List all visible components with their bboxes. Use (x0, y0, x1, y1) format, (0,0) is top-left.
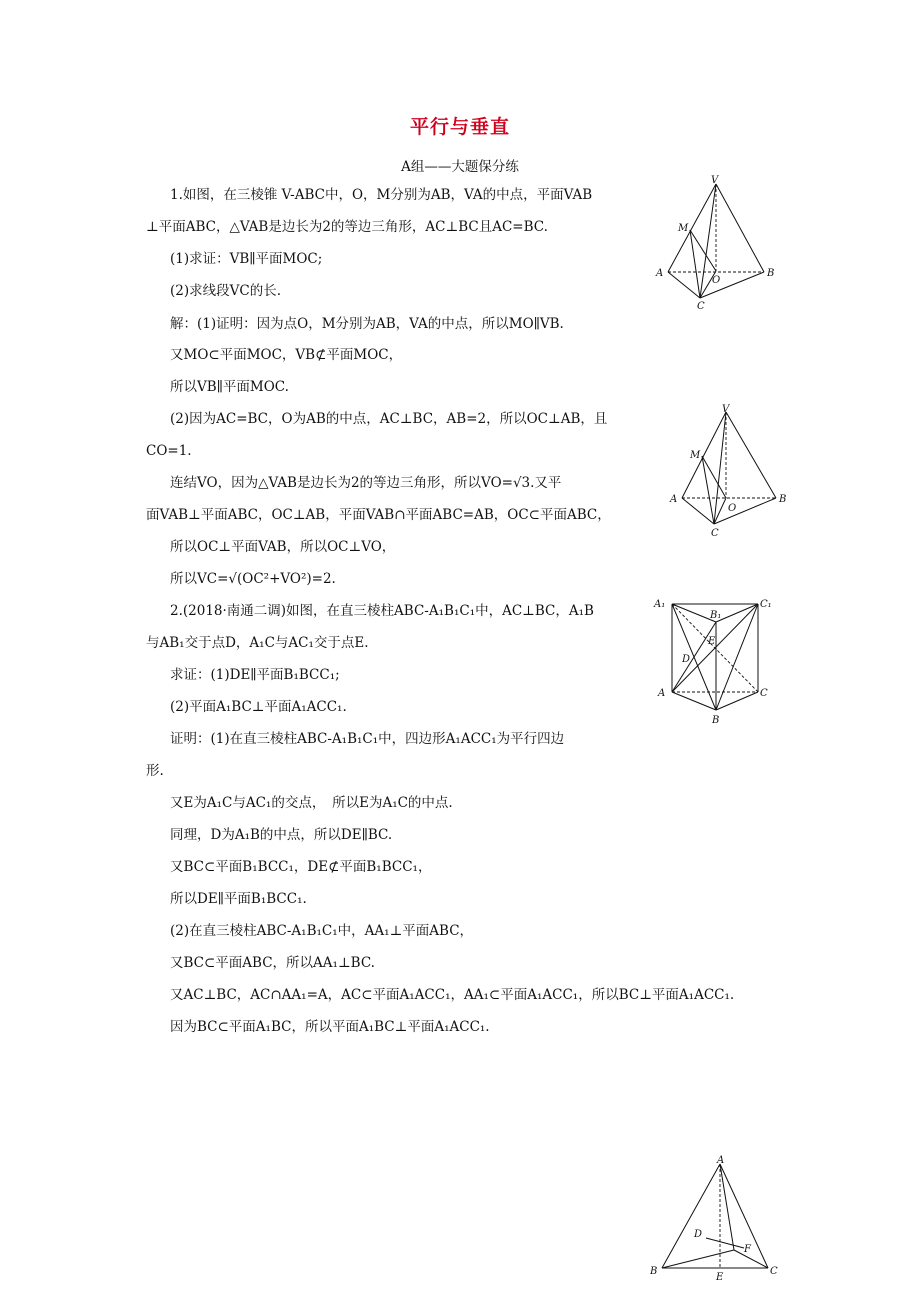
label-O: O (728, 503, 737, 514)
text-line: 形. (146, 763, 164, 779)
text-line: 所以OC⊥平面VAB，所以OC⊥VO， (170, 539, 396, 555)
label-F: F (744, 1244, 751, 1255)
text-line: ⊥平面ABC，△VAB是边长为2的等边三角形，AC⊥BC且AC=BC. (146, 219, 548, 235)
label-A: A (658, 688, 666, 699)
text-line: (2)求线段VC的长. (170, 283, 281, 299)
figure-prism (652, 594, 782, 728)
figure-pyramid-2 (668, 402, 798, 542)
text-line: (2)平面A₁BC⊥平面A₁ACC₁. (170, 699, 347, 715)
figure-pyramid-1 (650, 172, 780, 312)
label-A1: A₁ (654, 599, 666, 610)
label-E: E (716, 1272, 724, 1283)
label-B: B (779, 494, 787, 505)
label-C: C (760, 688, 768, 699)
page-title: 平行与垂直 (409, 116, 510, 138)
text-line: 连结VO，因为△VAB是边长为2的等边三角形，所以VO=√3.又平 (170, 475, 562, 491)
text-line: (2)在直三棱柱ABC-A₁B₁C₁中，AA₁⊥平面ABC， (170, 923, 474, 939)
label-E: E (708, 636, 716, 647)
label-B1: B₁ (710, 610, 722, 621)
label-A: A (717, 1155, 725, 1166)
label-O: O (712, 275, 721, 286)
text-line: CO=1. (146, 443, 192, 459)
label-A: A (656, 268, 664, 279)
label-V: V (722, 404, 730, 415)
label-D: D (682, 654, 691, 665)
text-line: 同理，D为A₁B的中点，所以DE∥BC. (170, 827, 393, 843)
text-line: 解：(1)证明：因为点O，M分别为AB，VA的中点，所以MO∥VB. (170, 316, 564, 332)
label-C1: C₁ (760, 599, 772, 610)
text-line: 求证：(1)DE∥平面B₁BCC₁; (170, 667, 340, 683)
label-V: V (711, 175, 719, 186)
label-D: D (694, 1229, 703, 1240)
text-line: 证明：(1)在直三棱柱ABC-A₁B₁C₁中，四边形A₁ACC₁为平行四边 (170, 731, 565, 747)
text-line: 又BC⊂平面ABC，所以AA₁⊥BC. (170, 955, 375, 971)
label-M: M (690, 450, 701, 461)
section-subtitle: A组——大题保分练 (401, 159, 519, 175)
text-line: (1)求证：VB∥平面MOC; (170, 251, 323, 267)
figure-pyramid-3 (648, 1152, 782, 1284)
text-line: 又AC⊥BC，AC∩AA₁=A，AC⊂平面A₁ACC₁，AA₁⊂平面A₁ACC₁，所以BC⊥平面A₁ACC₁. (170, 987, 735, 1003)
label-A: A (670, 494, 678, 505)
text-line: 因为BC⊂平面A₁BC，所以平面A₁BC⊥平面A₁ACC₁. (170, 1019, 490, 1035)
label-M: M (678, 223, 689, 234)
text-line: 又BC⊂平面B₁BCC₁，DE⊄平面B₁BCC₁， (170, 859, 432, 875)
label-B: B (712, 715, 720, 726)
text-line: 2.(2018·南通二调)如图，在直三棱柱ABC-A₁B₁C₁中，AC⊥BC，A₁B (170, 603, 594, 619)
label-C: C (770, 1266, 778, 1277)
text-line: 所以DE∥平面B₁BCC₁. (170, 891, 307, 907)
text-line: 所以VC=√(OC²+VO²)=2. (170, 571, 336, 587)
text-line: 1.如图，在三棱锥 V-ABC中，O，M分别为AB，VA的中点，平面VAB (170, 187, 593, 203)
text-line: 又MO⊂平面MOC，VB⊄平面MOC， (170, 347, 403, 363)
text-line: 又E为A₁C与AC₁的交点， 所以E为A₁C的中点. (170, 795, 453, 811)
text-line: 与AB₁交于点D，A₁C与AC₁交于点E. (146, 635, 369, 651)
text-line: 面VAB⊥平面ABC，OC⊥AB，平面VAB∩平面ABC=AB，OC⊂平面ABC， (146, 507, 611, 523)
text-line: (2)因为AC=BC，O为AB的中点，AC⊥BC，AB=2，所以OC⊥AB，且 (170, 411, 608, 427)
text-line: 所以VB∥平面MOC. (170, 379, 289, 395)
label-B: B (650, 1266, 658, 1277)
label-C: C (697, 301, 705, 312)
label-C: C (711, 528, 719, 539)
label-B: B (767, 268, 775, 279)
